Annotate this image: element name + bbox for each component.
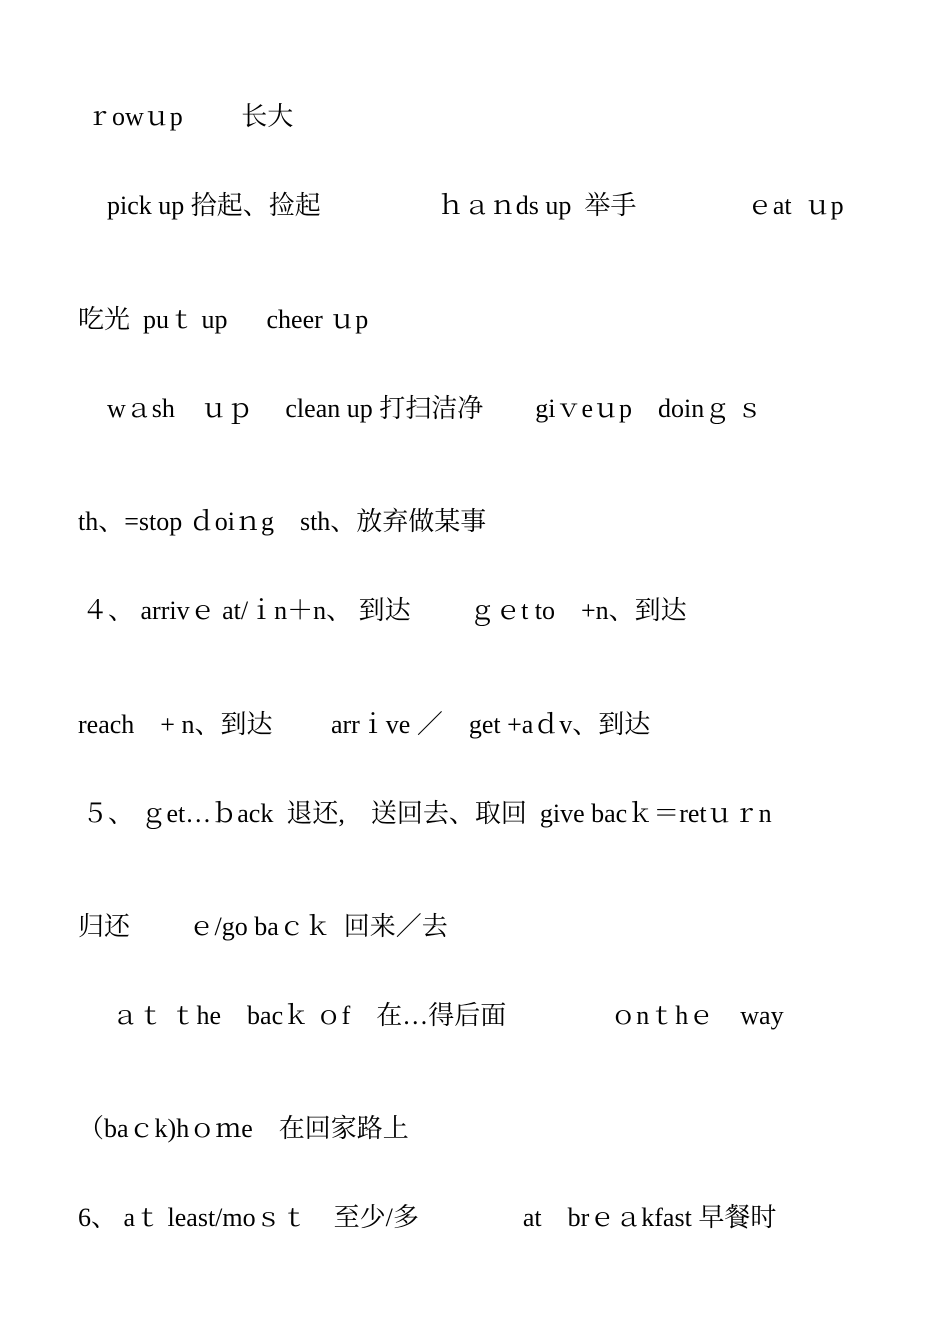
text-line-eat-up-cont: 吃光 puｔ up cheer ｕp [78, 305, 369, 334]
text-line-return-cont: 归还 ｅ/go baｃｋ 回来／去 [78, 912, 448, 941]
text-line-at-least: 6、 aｔ least/moｓｔ 至少/多 at brｅａkfast 早餐时 [78, 1203, 777, 1232]
text-line-get-back: ５、 ｇet…ｂack 退还, 送回去、取回 give bacｋ＝retｕｒn [82, 799, 772, 828]
text-line-arrive: ４、 arrivｅ at/ｉn＋n、 到达 ｇｅt to +n、到达 [82, 596, 687, 625]
text-line-wash-up: wａsh ｕｐ clean up 打扫洁净 giｖeｕp doinｇ ｓ [107, 394, 763, 423]
text-line-grow-up: ｒowｕp 长大 [86, 102, 294, 131]
text-line-reach: reach + n、到达 arrｉve ／ get +aｄv、到达 [78, 710, 651, 739]
text-line-at-the-back: ａｔ ｔhe bacｋ ｏf 在…得后面 ｏnｔhｅ way [112, 1001, 784, 1030]
text-line-pick-up: pick up 拾起、捡起 ｈａｎds up 举手 ｅat ｕp [107, 191, 844, 220]
text-line-give-up-cont: th、=stop ｄoiｎg sth、放弃做某事 [78, 507, 487, 536]
text-line-way-home: （baｃk)hｏｍe 在回家路上 [78, 1114, 409, 1143]
